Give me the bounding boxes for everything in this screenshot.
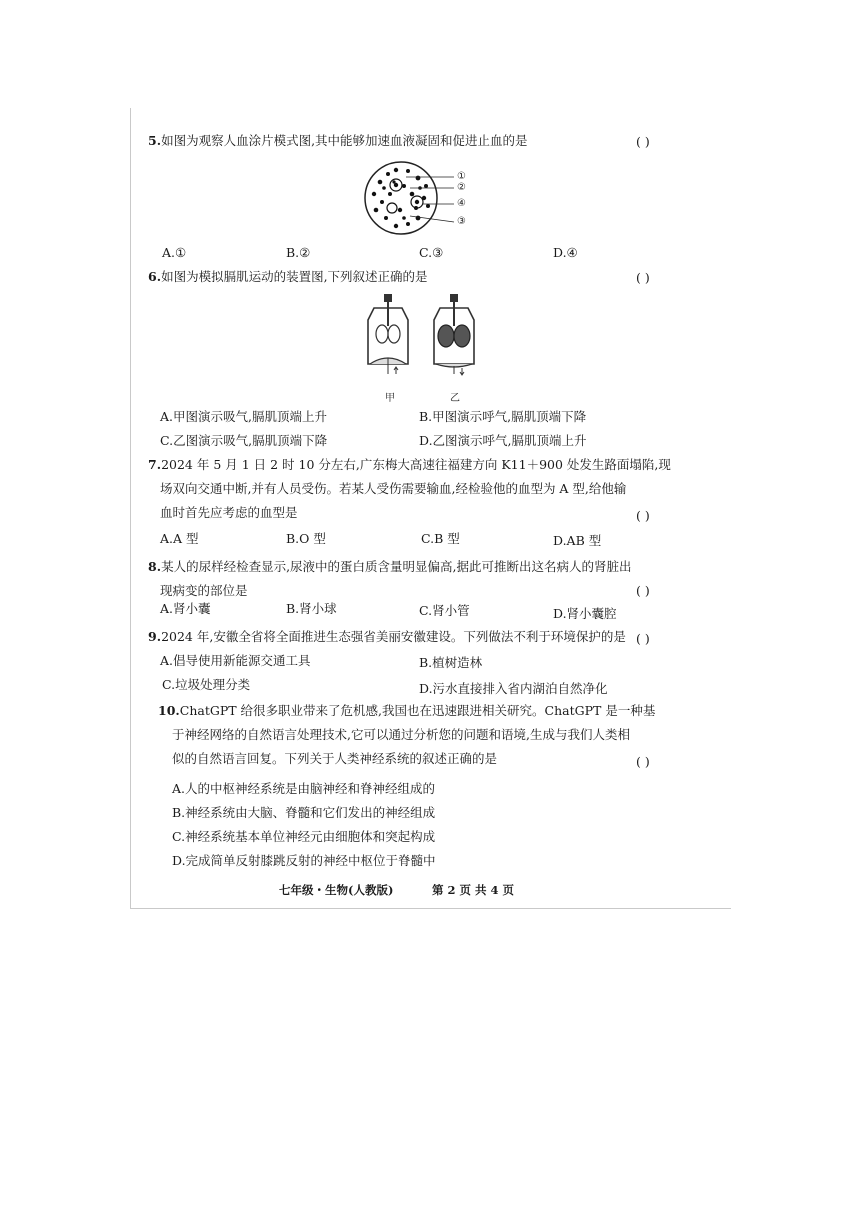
q8-option-d[interactable]: D.肾小囊腔 [553,606,617,621]
q9-answer-paren: ( ) [636,631,650,646]
figure-label-jia: 甲 [385,393,395,404]
q7-stem-line-1: 7.2024 年 5 月 1 日 2 时 10 分左右,广东梅大高速往福建方向 K11＋900 处发生路面塌陷,现 [148,457,671,472]
q8-option-b[interactable]: B.肾小球 [286,601,337,616]
q8-stem-line-2: 现病变的部位是 [160,583,248,598]
q7-answer-paren: ( ) [636,508,650,523]
smear-label-3: ③ [457,216,466,227]
q7-stem-line-2: 场双向交通中断,并有人员受伤。若某人受伤需要输血,经检验他的血型为 A 型,给他输 [160,481,627,496]
q7-option-d[interactable]: D.AB 型 [553,533,602,548]
q5-option-a[interactable]: A.① [162,245,187,260]
jar-jia [368,294,408,374]
q6-stem: 6.如图为模拟膈肌运动的装置图,下列叙述正确的是 [148,269,428,284]
footer-grade-subject: 七年级・生物(人教版) [279,883,394,897]
q9-option-b[interactable]: B.植树造林 [419,655,483,670]
q9-stem: 9.2024 年,安徽全省将全面推进生态强省美丽安徽建设。下列做法不利于环境保护的是 [148,629,626,644]
q10-option-a[interactable]: A.人的中枢神经系统是由脑神经和脊神经组成的 [172,781,436,796]
q8-option-c[interactable]: C.肾小管 [419,603,470,618]
q6-option-d[interactable]: D.乙图演示呼气,膈肌顶端上升 [419,433,587,448]
figure-label-yi: 乙 [450,393,460,404]
jar-yi [434,294,474,375]
q5-option-c[interactable]: C.③ [419,245,444,260]
q7-stem-line-3: 血时首先应考虑的血型是 [160,505,298,520]
diaphragm-model-figure [360,292,500,388]
q9-option-c[interactable]: C.垃圾处理分类 [162,677,251,692]
q8-stem-line-1: 8.某人的尿样经检查显示,尿液中的蛋白质含量明显偏高,据此可推断出这名病人的肾脏出 [148,559,632,574]
q5-option-b[interactable]: B.② [286,245,311,260]
q7-option-a[interactable]: A.A 型 [160,531,199,546]
q6-option-c[interactable]: C.乙图演示吸气,膈肌顶端下降 [160,433,328,448]
q5-answer-paren: ( ) [636,134,650,149]
q10-option-c[interactable]: C.神经系统基本单位神经元由细胞体和突起构成 [172,829,436,844]
q6-option-b[interactable]: B.甲图演示呼气,膈肌顶端下降 [419,409,587,424]
q6-option-a[interactable]: A.甲图演示吸气,膈肌顶端上升 [160,409,327,424]
q7-option-b[interactable]: B.O 型 [286,531,326,546]
q10-answer-paren: ( ) [636,754,650,769]
q9-option-a[interactable]: A.倡导使用新能源交通工具 [160,653,311,668]
q10-stem-line-3: 似的自然语言回复。下列关于人类神经系统的叙述正确的是 [172,751,498,766]
q8-answer-paren: ( ) [636,583,650,598]
q10-option-b[interactable]: B.神经系统由大脑、脊髓和它们发出的神经组成 [172,805,436,820]
smear-label-1: ① [457,171,466,182]
q10-stem-line-1: 10.ChatGPT 给很多职业带来了危机感,我国也在迅速跟进相关研究。ChatGPT 是一种基 [158,703,656,718]
q8-option-a[interactable]: A.肾小囊 [160,601,211,616]
q5-stem: 5.如图为观察人血涂片模式图,其中能够加速血液凝固和促进止血的是 [148,133,528,148]
q9-option-d[interactable]: D.污水直接排入省内湖泊自然净化 [419,681,608,696]
q7-option-c[interactable]: C.B 型 [421,531,460,546]
smear-label-2: ② [457,182,466,193]
q10-option-d[interactable]: D.完成简单反射膝跳反射的神经中枢位于脊髓中 [172,853,436,868]
footer-page-number: 第 2 页 共 4 页 [432,883,515,897]
smear-label-4: ④ [457,198,466,209]
q6-answer-paren: ( ) [636,270,650,285]
q10-stem-line-2: 于神经网络的自然语言处理技术,它可以通过分析您的问题和语境,生成与我们人类相 [172,727,630,742]
q5-option-d[interactable]: D.④ [553,245,578,260]
